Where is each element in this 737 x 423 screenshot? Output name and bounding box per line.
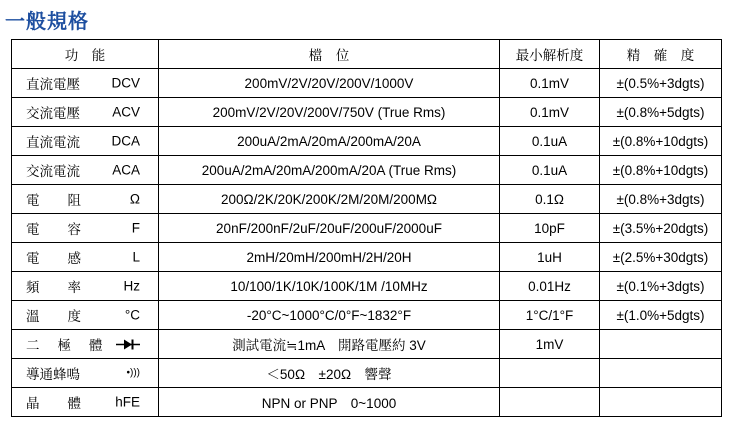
function-cell [12, 243, 159, 272]
function-symbol: L [132, 249, 140, 265]
accuracy-cell: ±(1.0%+5dgts) [600, 301, 722, 330]
spec-table [11, 39, 722, 417]
range-cell: 200uA/2mA/20mA/200mA/20A (True Rms) [159, 156, 500, 185]
function-name: 直流電壓 [26, 77, 80, 93]
header-accuracy: 精 確 度 [600, 40, 722, 69]
table-row-diode [12, 330, 722, 359]
function-symbol: Ω [129, 191, 140, 207]
resolution-cell [500, 388, 600, 417]
accuracy-cell: ±(2.5%+30dgts) [600, 243, 722, 272]
diode-icon [116, 337, 140, 352]
table-row-dca [12, 127, 722, 156]
range-cell: 10/100/1K/10K/100K/1M /10MHz [159, 272, 500, 301]
resolution-cell: 1mV [500, 330, 600, 359]
resolution-cell: 1°C/1°F [500, 301, 600, 330]
range-cell: NPN or PNP 0~1000 [159, 388, 500, 417]
function-cell [12, 388, 159, 417]
accuracy-cell: ±(0.8%+3dgts) [600, 185, 722, 214]
function-name: 頻率 [26, 280, 109, 296]
resolution-cell: 0.1Ω [500, 185, 600, 214]
function-cell [12, 330, 159, 359]
table-row-acv [12, 98, 722, 127]
range-cell: 測試電流≒1mA 開路電壓約 3V [159, 330, 500, 359]
table-row-continuity [12, 359, 722, 388]
accuracy-cell: ±(0.8%+10dgts) [600, 127, 722, 156]
function-name: 二極體 [26, 338, 121, 354]
function-name: 溫度 [26, 309, 109, 325]
range-cell: 200Ω/2K/20K/200K/2M/20M/200MΩ [159, 185, 500, 214]
function-symbol: F [131, 220, 140, 236]
function-cell [12, 98, 159, 127]
resolution-cell: 0.1mV [500, 98, 600, 127]
accuracy-cell: ±(3.5%+20dgts) [600, 214, 722, 243]
range-cell: 2mH/20mH/200mH/2H/20H [159, 243, 500, 272]
function-name: 晶體 [26, 396, 109, 412]
function-cell [12, 69, 159, 98]
table-row-transistor [12, 388, 722, 417]
table-row-dcv [12, 69, 722, 98]
range-cell: 200mV/2V/20V/200V/750V (True Rms) [159, 98, 500, 127]
function-name: 電阻 [26, 193, 109, 209]
accuracy-cell [600, 330, 722, 359]
range-cell: 200mV/2V/20V/200V/1000V [159, 69, 500, 98]
function-cell [12, 359, 159, 388]
function-symbol: hFE [115, 394, 140, 410]
function-symbol: DCA [111, 133, 140, 149]
function-cell [12, 272, 159, 301]
function-symbol: °C [124, 307, 140, 323]
accuracy-cell: ±(0.8%+10dgts) [600, 156, 722, 185]
range-cell: 20nF/200nF/2uF/20uF/200uF/2000uF [159, 214, 500, 243]
header-range: 檔 位 [159, 40, 500, 69]
table-row-aca [12, 156, 722, 185]
resolution-cell: 0.01Hz [500, 272, 600, 301]
table-row-inductance [12, 243, 722, 272]
range-cell: ＜50Ω ±20Ω 響聲 [159, 359, 500, 388]
function-name: 電容 [26, 222, 109, 238]
function-symbol: ACA [112, 162, 140, 178]
header-function: 功 能 [12, 40, 159, 69]
function-name: 交流電流 [26, 164, 80, 180]
table-row-resistance [12, 185, 722, 214]
resolution-cell: 0.1uA [500, 127, 600, 156]
function-name: 導通蜂鳴 [26, 367, 80, 383]
function-cell [12, 214, 159, 243]
function-cell [12, 156, 159, 185]
accuracy-cell: ±(0.8%+5dgts) [600, 98, 722, 127]
function-name: 直流電流 [26, 135, 80, 151]
range-cell: -20°C~1000°C/0°F~1832°F [159, 301, 500, 330]
accuracy-cell: ±(0.1%+3dgts) [600, 272, 722, 301]
buzzer-icon: •))) [126, 367, 140, 379]
header-row [12, 40, 722, 69]
function-symbol: ACV [112, 104, 140, 120]
range-cell: 200uA/2mA/20mA/200mA/20A [159, 127, 500, 156]
resolution-cell: 10pF [500, 214, 600, 243]
function-name: 電感 [26, 251, 109, 267]
accuracy-cell [600, 359, 722, 388]
accuracy-cell: ±(0.5%+3dgts) [600, 69, 722, 98]
function-name: 交流電壓 [26, 106, 80, 122]
function-cell [12, 185, 159, 214]
resolution-cell: 1uH [500, 243, 600, 272]
table-row-frequency [12, 272, 722, 301]
page-title: 一般規格 [5, 9, 89, 33]
table-row-temperature [12, 301, 722, 330]
header-resolution: 最小解析度 [500, 40, 600, 69]
function-cell [12, 127, 159, 156]
accuracy-cell [600, 388, 722, 417]
resolution-cell [500, 359, 600, 388]
function-symbol: DCV [111, 75, 140, 91]
function-symbol: Hz [123, 278, 140, 294]
table-row-capacitance [12, 214, 722, 243]
resolution-cell: 0.1mV [500, 69, 600, 98]
function-cell [12, 301, 159, 330]
resolution-cell: 0.1uA [500, 156, 600, 185]
